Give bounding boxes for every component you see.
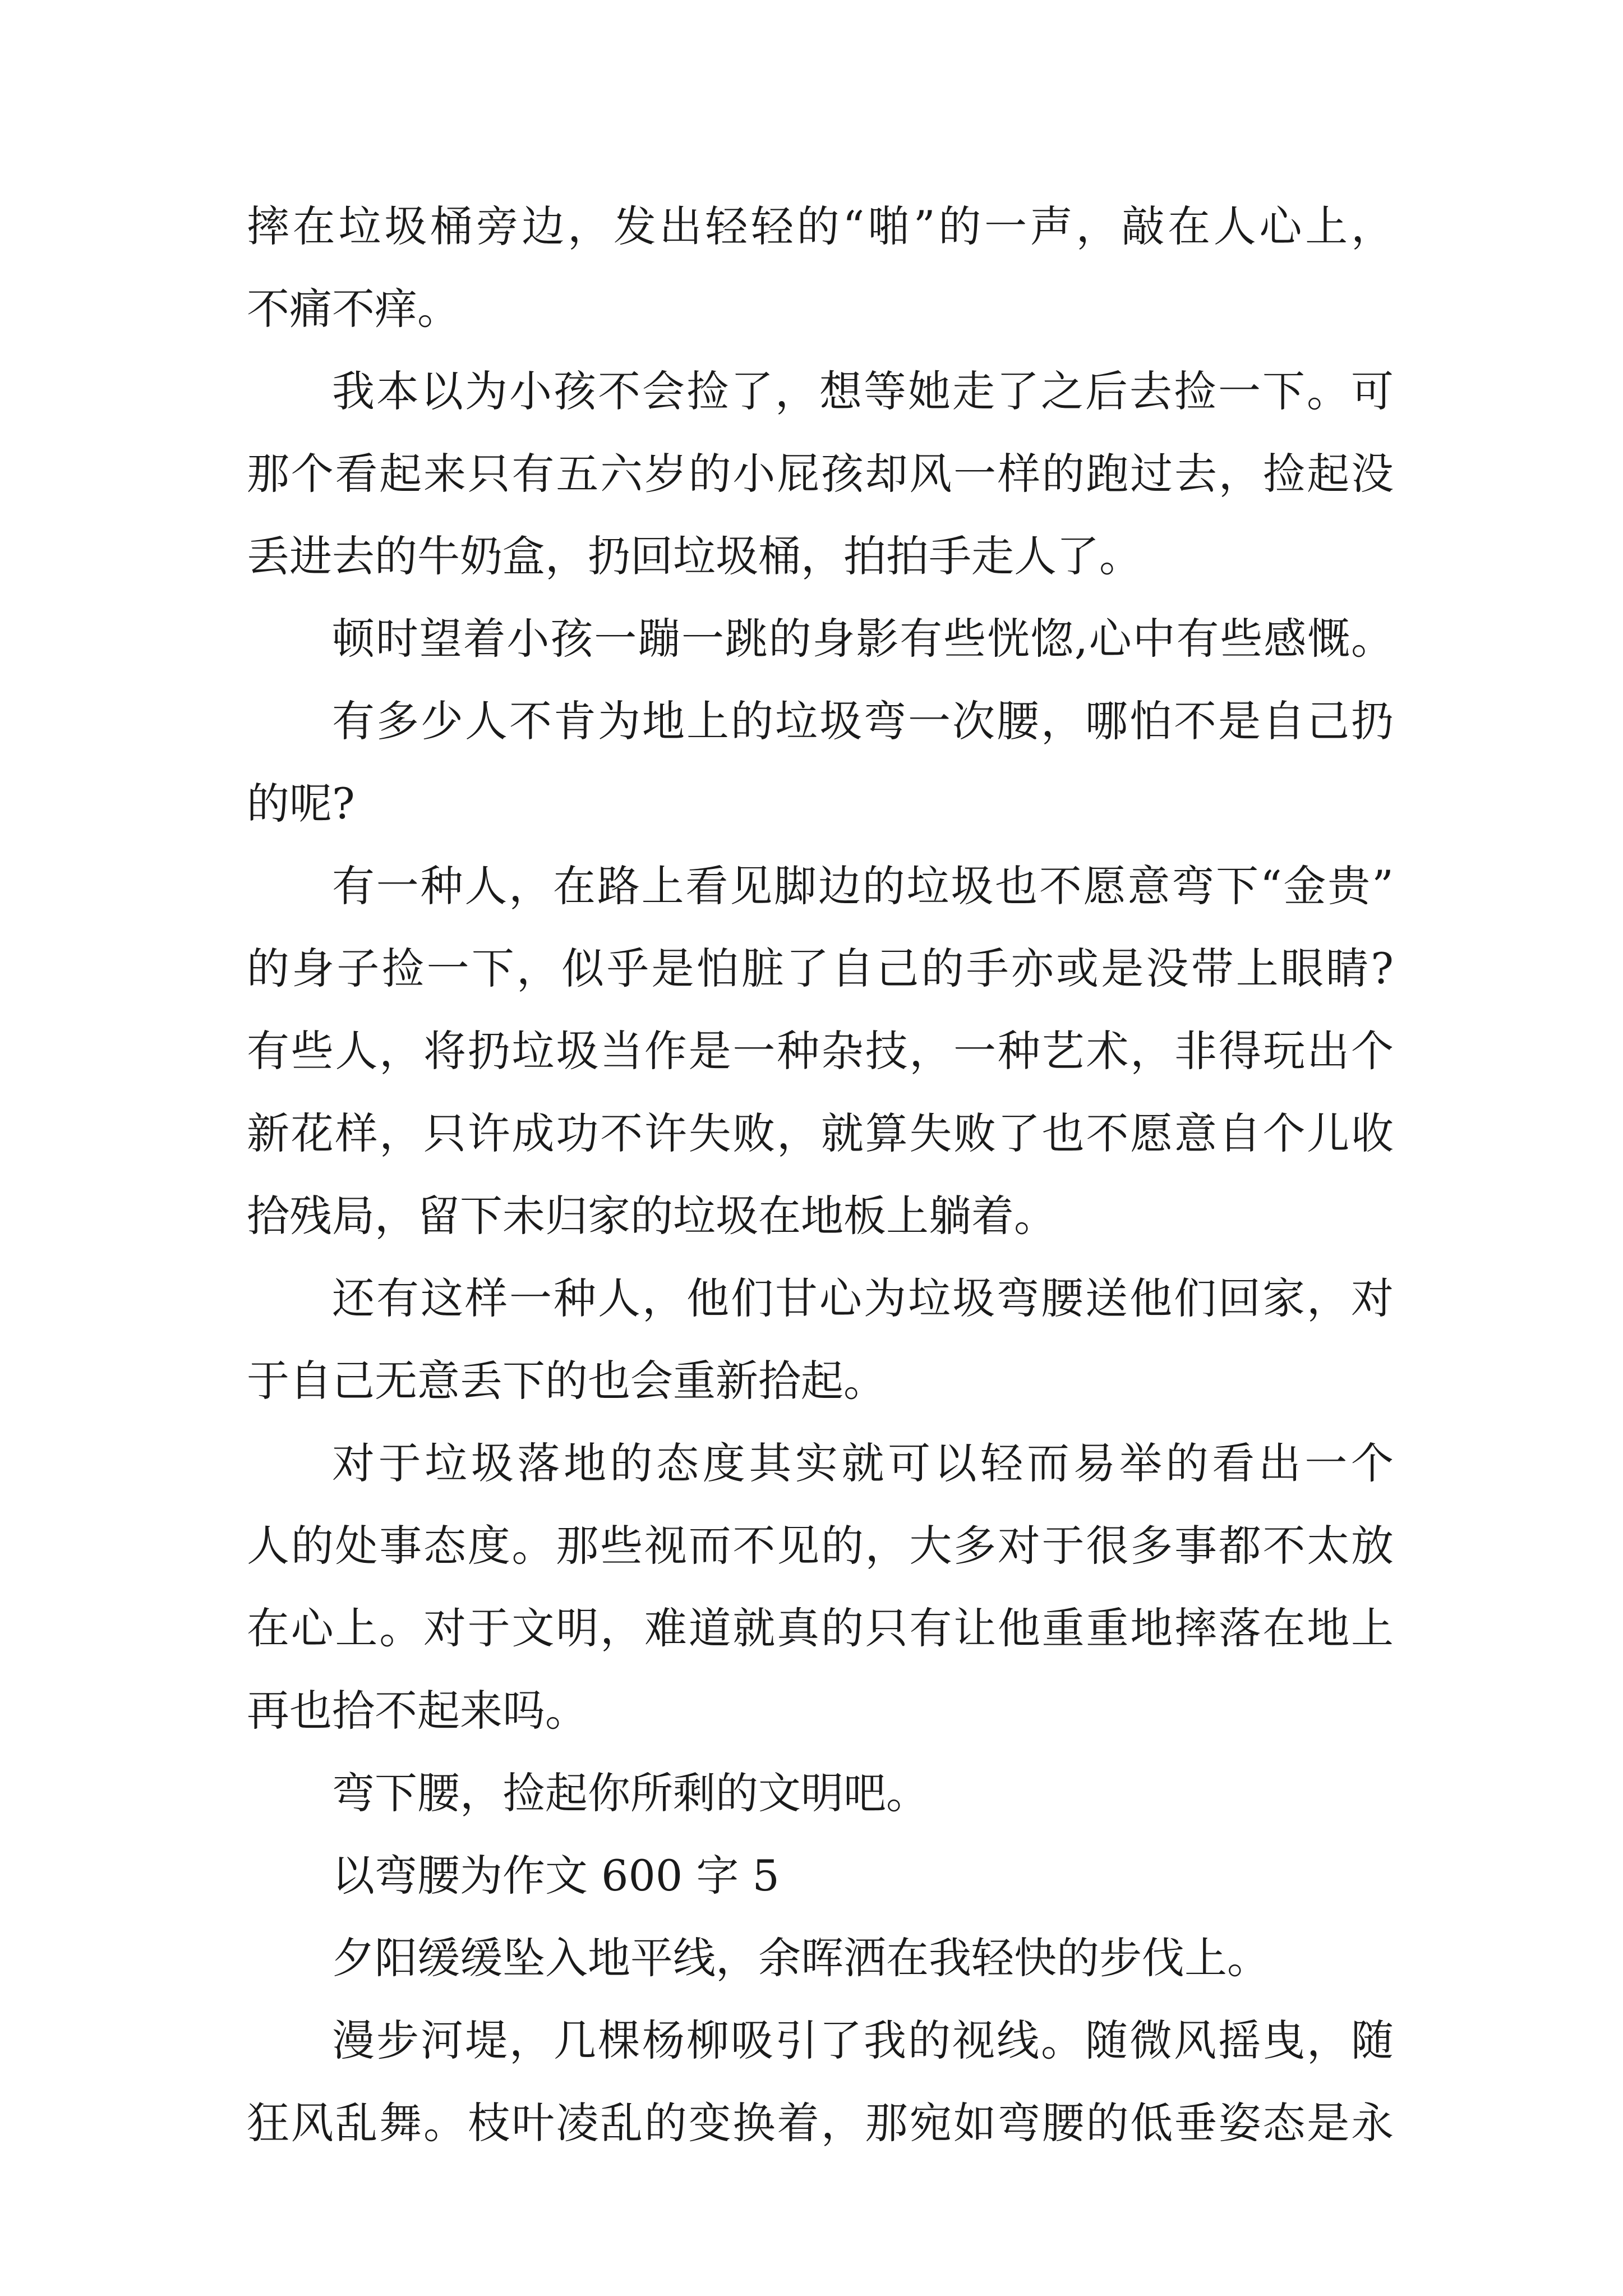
text-line: 对于垃圾落地的态度其实就可以轻而易举的看出一个 [332,1438,1394,1488]
text-line: 狂风乱舞。枝叶凌乱的变换着，那宛如弯腰的低垂姿态是永 [247,2098,1394,2148]
text-line: 那个看起来只有五六岁的小屁孩却风一样的跑过去，捡起没 [247,449,1394,499]
text-line: 的呢? [247,779,355,829]
text-line: 夕阳缓缓坠入地平线，余晖洒在我轻快的步伐上。 [332,1933,1270,1983]
text-line: 拾残局，留下未归家的垃圾在地板上躺着。 [247,1191,1057,1241]
text-line: 有多少人不肯为地上的垃圾弯一次腰，哪怕不是自己扔 [332,696,1394,746]
text-line: 再也拾不起来吗。 [247,1686,588,1736]
section-heading: 以弯腰为作文 600 字 5 [332,1851,780,1901]
text-line: 弯下腰，捡起你所剩的文明吧。 [332,1768,929,1818]
text-line: 我本以为小孩不会捡了，想等她走了之后去捡一下。可 [332,366,1394,416]
text-line: 还有这样一种人，他们甘心为垃圾弯腰送他们回家，对 [332,1273,1394,1323]
text-line: 在心上。对于文明，难道就真的只有让他重重地摔落在地上 [247,1603,1394,1653]
text-line: 新花样，只许成功不许失败，就算失败了也不愿意自个儿收 [247,1108,1394,1158]
text-line: 摔在垃圾桶旁边，发出轻轻的“啪”的一声，敲在人心上， [247,201,1394,251]
text-line: 于自己无意丢下的也会重新拾起。 [247,1356,886,1406]
text-line: 人的处事态度。那些视而不见的，大多对于很多事都不太放 [247,1521,1394,1571]
text-line: 不痛不痒。 [247,284,460,334]
text-line: 顿时望着小孩一蹦一跳的身影有些恍惚,心中有些感慨。 [332,614,1394,664]
text-line: 漫步河堤，几棵杨柳吸引了我的视线。随微风摇曳，随 [332,2016,1394,2065]
text-line: 有些人，将扔垃圾当作是一种杂技，一种艺术，非得玩出个 [247,1026,1394,1076]
text-line: 丢进去的牛奶盒，扔回垃圾桶，拍拍手走人了。 [247,531,1142,581]
text-line: 有一种人，在路上看见脚边的垃圾也不愿意弯下“金贵” [332,861,1394,911]
body-text [247,185,1394,2164]
text-line: 的身子捡一下，似乎是怕脏了自己的手亦或是没带上眼睛? [247,944,1394,993]
